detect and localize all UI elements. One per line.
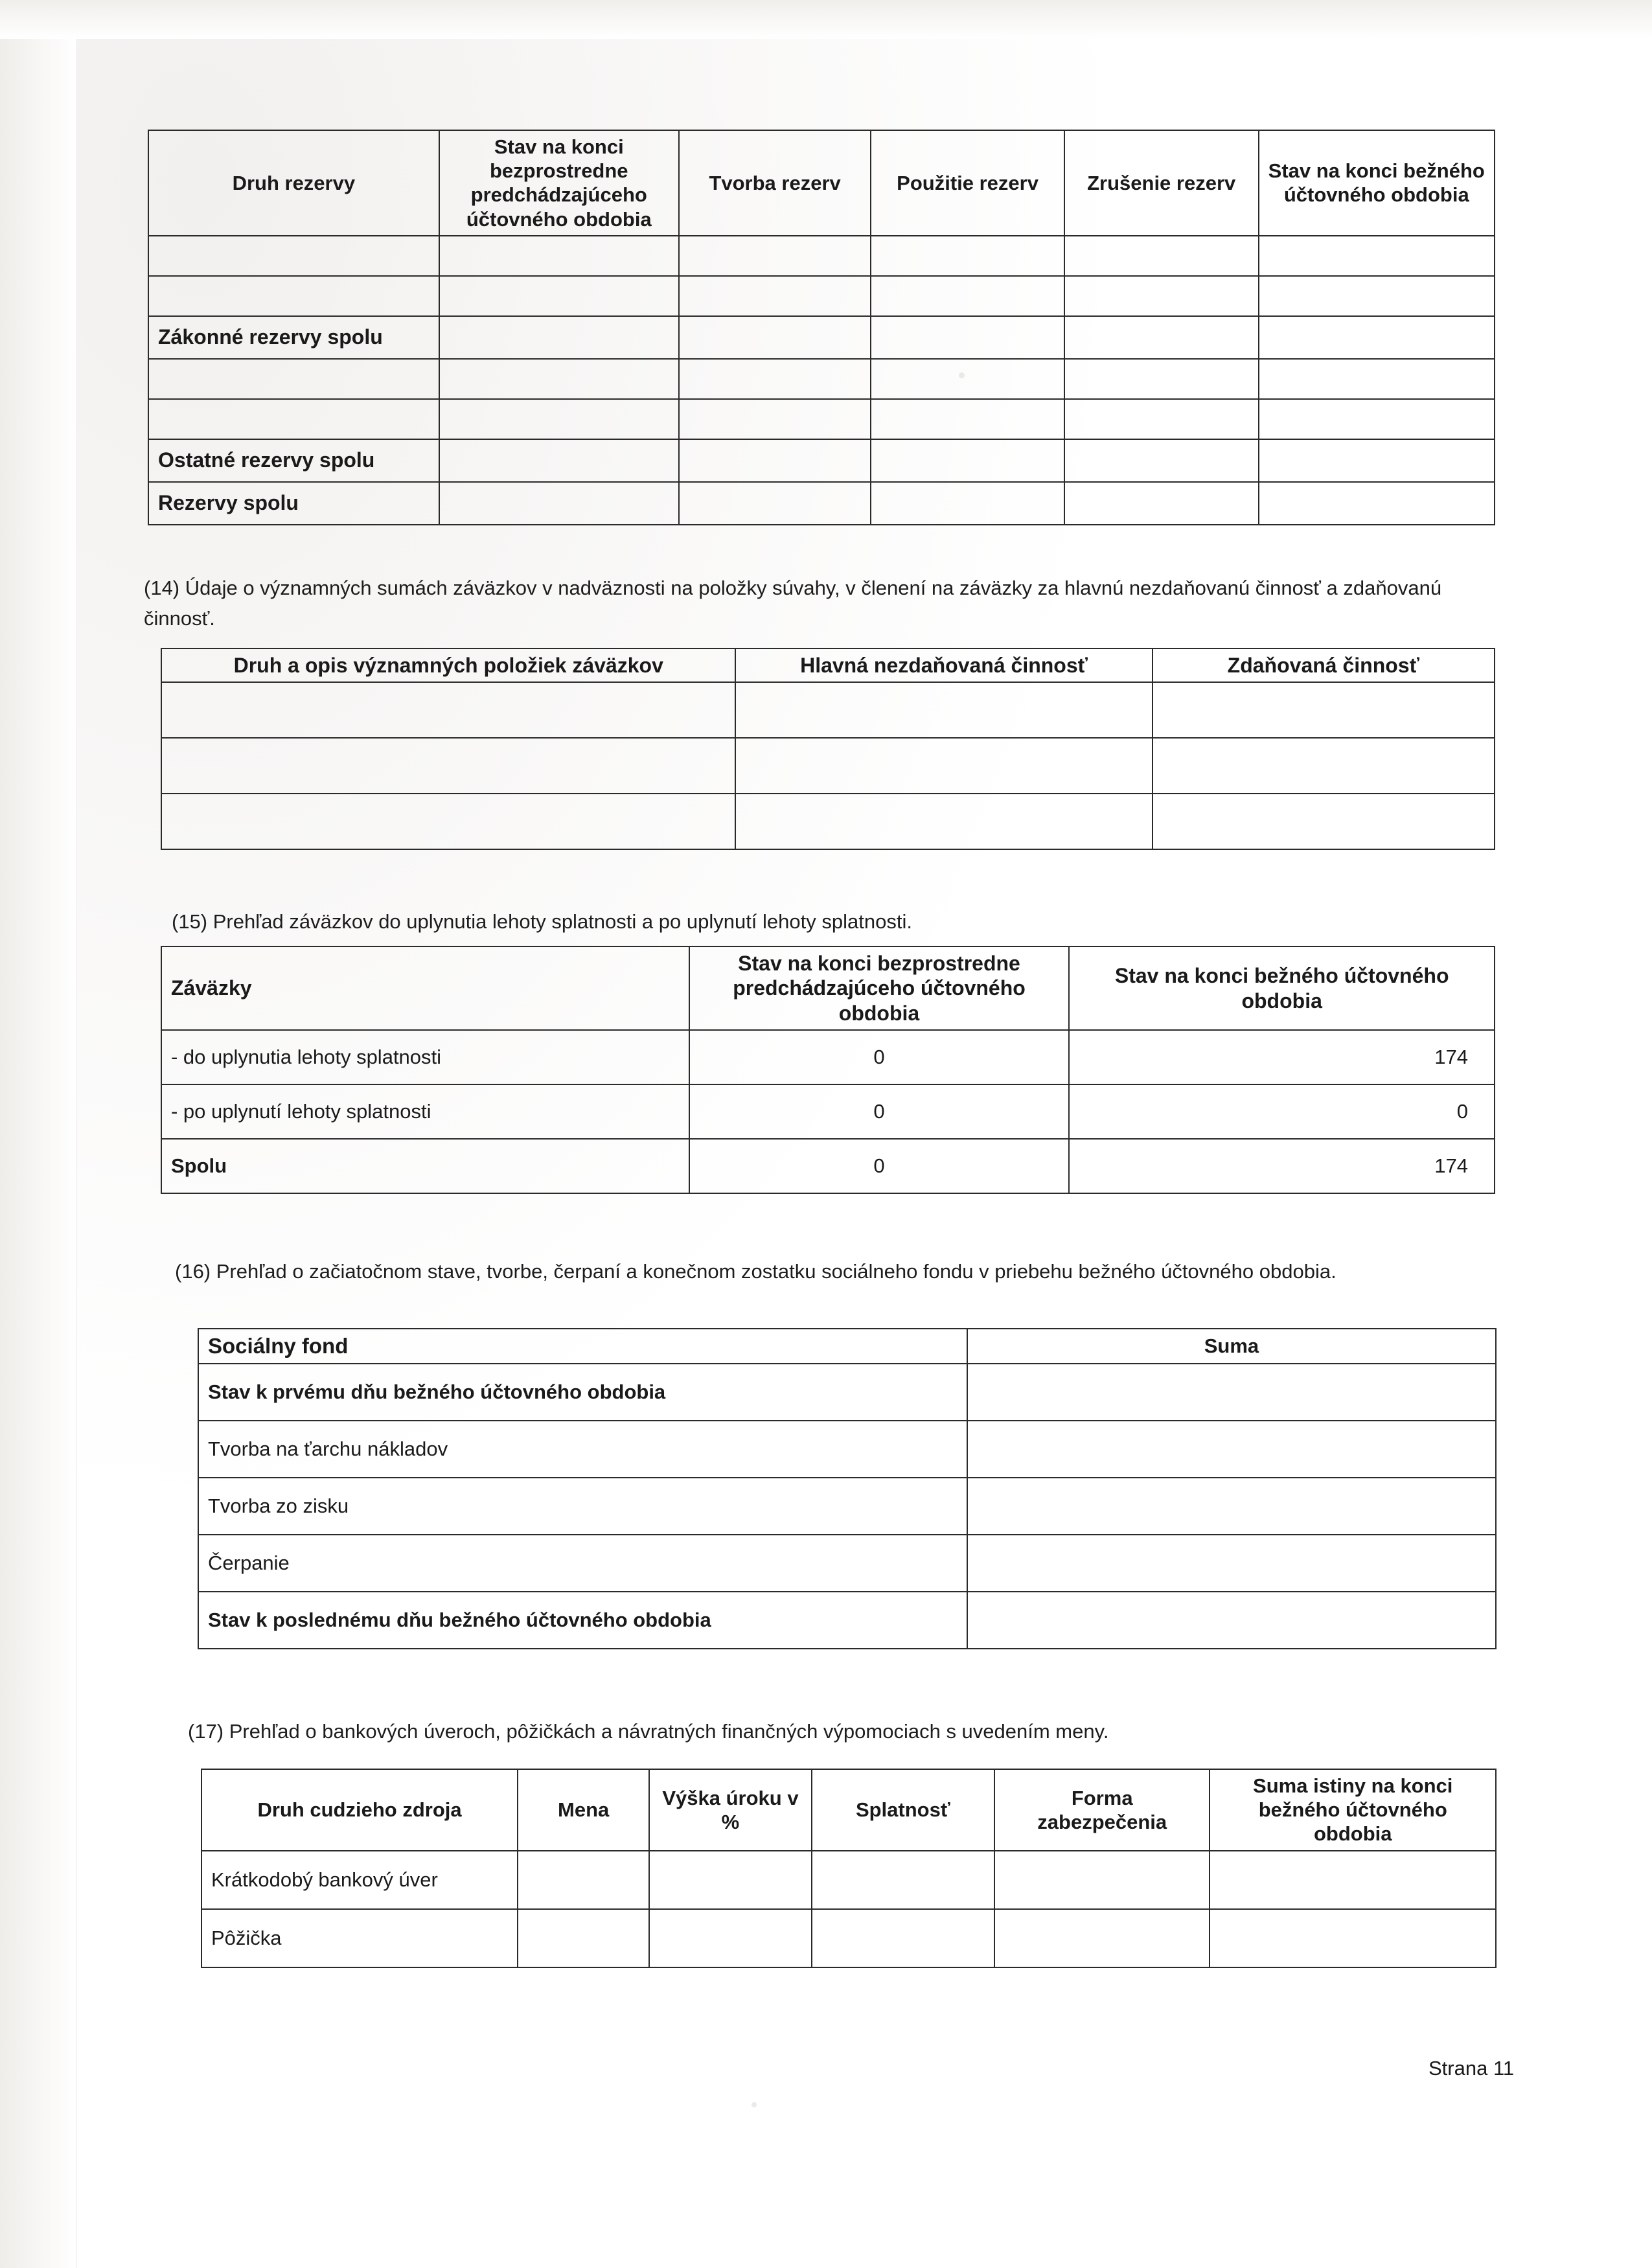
cell-value	[812, 1909, 994, 1967]
cell-value	[1259, 236, 1495, 276]
cell-value	[679, 276, 871, 316]
cell-label: Ostatné rezervy spolu	[148, 439, 439, 482]
cell-label: Spolu	[161, 1139, 689, 1193]
column-header-liabilities: Záväzky	[161, 946, 689, 1030]
cell-value	[439, 439, 679, 482]
cell-label: - po uplynutí lehoty splatnosti	[161, 1084, 689, 1139]
cell-label	[161, 738, 735, 794]
cell-value	[1259, 439, 1495, 482]
cell-value	[1259, 276, 1495, 316]
cell-label	[148, 236, 439, 276]
liabilities-maturity-table	[161, 946, 1495, 1194]
cell-value	[679, 399, 871, 439]
table-row	[148, 276, 1495, 316]
table-header-row	[198, 1329, 1496, 1364]
cell-value	[1064, 359, 1259, 399]
cell-value	[1153, 794, 1495, 849]
cell-value	[1064, 482, 1259, 525]
table-row	[148, 359, 1495, 399]
table-row	[148, 236, 1495, 276]
cell-value	[871, 316, 1064, 359]
cell-value	[1064, 399, 1259, 439]
cell-value	[735, 682, 1152, 738]
cell-value	[649, 1909, 811, 1967]
cell-value	[812, 1851, 994, 1909]
table-row	[201, 1909, 1496, 1967]
cell-value	[1210, 1851, 1496, 1909]
cell-label	[161, 794, 735, 849]
cell-label: Stav k poslednému dňu bežného účtovného obdobia	[198, 1592, 967, 1649]
bank-loans-table	[201, 1769, 1497, 1968]
cell-value	[649, 1851, 811, 1909]
cell-value	[871, 482, 1064, 525]
column-header-reserve-type: Druh rezervy	[148, 130, 439, 236]
cell-value	[439, 399, 679, 439]
cell-current-value: 0	[1069, 1084, 1495, 1139]
cell-value	[735, 794, 1152, 849]
table-row	[201, 1851, 1496, 1909]
cell-label: - do uplynutia lehoty splatnosti	[161, 1030, 689, 1084]
cell-current-value: 174	[1069, 1139, 1495, 1193]
social-fund-table	[198, 1328, 1497, 1649]
cell-value	[1064, 276, 1259, 316]
cell-label: Stav k prvému dňu bežného účtovného obdobia	[198, 1364, 967, 1421]
column-header-social-fund: Sociálny fond	[198, 1329, 967, 1364]
table-row	[148, 439, 1495, 482]
cell-label: Tvorba na ťarchu nákladov	[198, 1421, 967, 1478]
column-header-current-period-balance: Stav na konci bežného účtovného obdobia	[1259, 130, 1495, 236]
page-number: Strana 11	[1428, 2057, 1515, 2079]
cell-label: Čerpanie	[198, 1535, 967, 1592]
cell-label	[148, 276, 439, 316]
cell-value	[1259, 359, 1495, 399]
cell-label: Zákonné rezervy spolu	[148, 316, 439, 359]
cell-value	[735, 738, 1152, 794]
column-header-usage: Použitie rezerv	[871, 130, 1064, 236]
cell-current-value: 174	[1069, 1030, 1495, 1084]
cell-label: Rezervy spolu	[148, 482, 439, 525]
table-row	[198, 1478, 1496, 1535]
cell-prev-value: 0	[689, 1139, 1070, 1193]
table-header-row	[201, 1769, 1496, 1851]
cell-value	[994, 1851, 1210, 1909]
table-row	[198, 1535, 1496, 1592]
cell-value	[439, 316, 679, 359]
cell-label: Tvorba zo zisku	[198, 1478, 967, 1535]
column-header-collateral-form: Forma zabezpečenia	[994, 1769, 1210, 1851]
column-header-source-type: Druh cudzieho zdroja	[201, 1769, 518, 1851]
cell-value	[967, 1421, 1496, 1478]
column-header-interest-rate: Výška úroku v %	[649, 1769, 811, 1851]
cell-value	[679, 316, 871, 359]
table-row	[161, 794, 1495, 849]
column-header-prev-period-balance: Stav na konci bezprostredne predchádzajúceho účtovného obdobia	[689, 946, 1070, 1030]
table-header-row	[161, 648, 1495, 682]
column-header-principal-amount: Suma istiny na konci bežného účtovného obdobia	[1210, 1769, 1496, 1851]
cell-value	[967, 1364, 1496, 1421]
column-header-creation: Tvorba rezerv	[679, 130, 871, 236]
cell-value	[1064, 439, 1259, 482]
cell-value	[994, 1909, 1210, 1967]
cell-value	[679, 236, 871, 276]
cell-label: Krátkodobý bankový úver	[201, 1851, 518, 1909]
column-header-cancellation: Zrušenie rezerv	[1064, 130, 1259, 236]
section-17-paragraph: (17) Prehľad o bankových úveroch, pôžičkách a návratných finančných výpomociach s uvedením meny.	[188, 1720, 1109, 1743]
table-row	[161, 1139, 1495, 1193]
section-15-paragraph: (15) Prehľad záväzkov do uplynutia lehoty splatnosti a po uplynutí lehoty splatnosti.	[172, 910, 912, 933]
reserves-table	[148, 130, 1495, 525]
table-row	[161, 1030, 1495, 1084]
table-row	[161, 1084, 1495, 1139]
cell-label: Pôžička	[201, 1909, 518, 1967]
significant-liabilities-table	[161, 648, 1495, 850]
cell-value	[439, 482, 679, 525]
cell-value	[967, 1592, 1496, 1649]
column-header-amount: Suma	[967, 1329, 1496, 1364]
table-row	[161, 738, 1495, 794]
table-row	[148, 482, 1495, 525]
cell-value	[439, 359, 679, 399]
section-16-paragraph: (16) Prehľad o začiatočnom stave, tvorbe, čerpaní a konečnom zostatku sociálneho fondu v priebehu bežného účtovného obdobia.	[175, 1260, 1337, 1283]
cell-value	[518, 1909, 649, 1967]
column-header-currency: Mena	[518, 1769, 649, 1851]
cell-value	[1259, 399, 1495, 439]
column-header-main-nontaxable-activity: Hlavná nezdaňovaná činnosť	[735, 648, 1152, 682]
table-header-row	[161, 946, 1495, 1030]
table-row	[198, 1592, 1496, 1649]
column-header-maturity: Splatnosť	[812, 1769, 994, 1851]
cell-value	[1064, 316, 1259, 359]
cell-value	[1210, 1909, 1496, 1967]
cell-value	[871, 276, 1064, 316]
cell-value	[679, 439, 871, 482]
column-header-prev-period-balance: Stav na konci bezprostredne predchádzajúceho účtovného obdobia	[439, 130, 679, 236]
cell-value	[1064, 236, 1259, 276]
cell-value	[1259, 316, 1495, 359]
cell-value	[871, 359, 1064, 399]
cell-value	[1259, 482, 1495, 525]
table-row	[198, 1364, 1496, 1421]
cell-value	[1153, 682, 1495, 738]
cell-value	[518, 1851, 649, 1909]
table-row	[161, 682, 1495, 738]
cell-label	[148, 359, 439, 399]
cell-value	[871, 439, 1064, 482]
cell-value	[871, 236, 1064, 276]
table-row	[198, 1421, 1496, 1478]
cell-label	[161, 682, 735, 738]
cell-value	[967, 1478, 1496, 1535]
cell-value	[679, 482, 871, 525]
cell-value	[439, 236, 679, 276]
table-header-row	[148, 130, 1495, 236]
cell-value	[679, 359, 871, 399]
cell-prev-value: 0	[689, 1030, 1070, 1084]
cell-value	[439, 276, 679, 316]
cell-value	[871, 399, 1064, 439]
cell-label	[148, 399, 439, 439]
column-header-current-period-balance: Stav na konci bežného účtovného obdobia	[1069, 946, 1495, 1030]
section-14-paragraph: (14) Údaje o významných sumách záväzkov v nadväznosti na položky súvahy, v členení na záväzky za hlavnú nezdaňovanú činnosť a zdaňovanú činnosť.	[144, 577, 1442, 630]
table-row	[148, 316, 1495, 359]
cell-prev-value: 0	[689, 1084, 1070, 1139]
column-header-liability-description: Druh a opis významných položiek záväzkov	[161, 648, 735, 682]
cell-value	[1153, 738, 1495, 794]
cell-value	[967, 1535, 1496, 1592]
table-row	[148, 399, 1495, 439]
column-header-taxable-activity: Zdaňovaná činnosť	[1153, 648, 1495, 682]
